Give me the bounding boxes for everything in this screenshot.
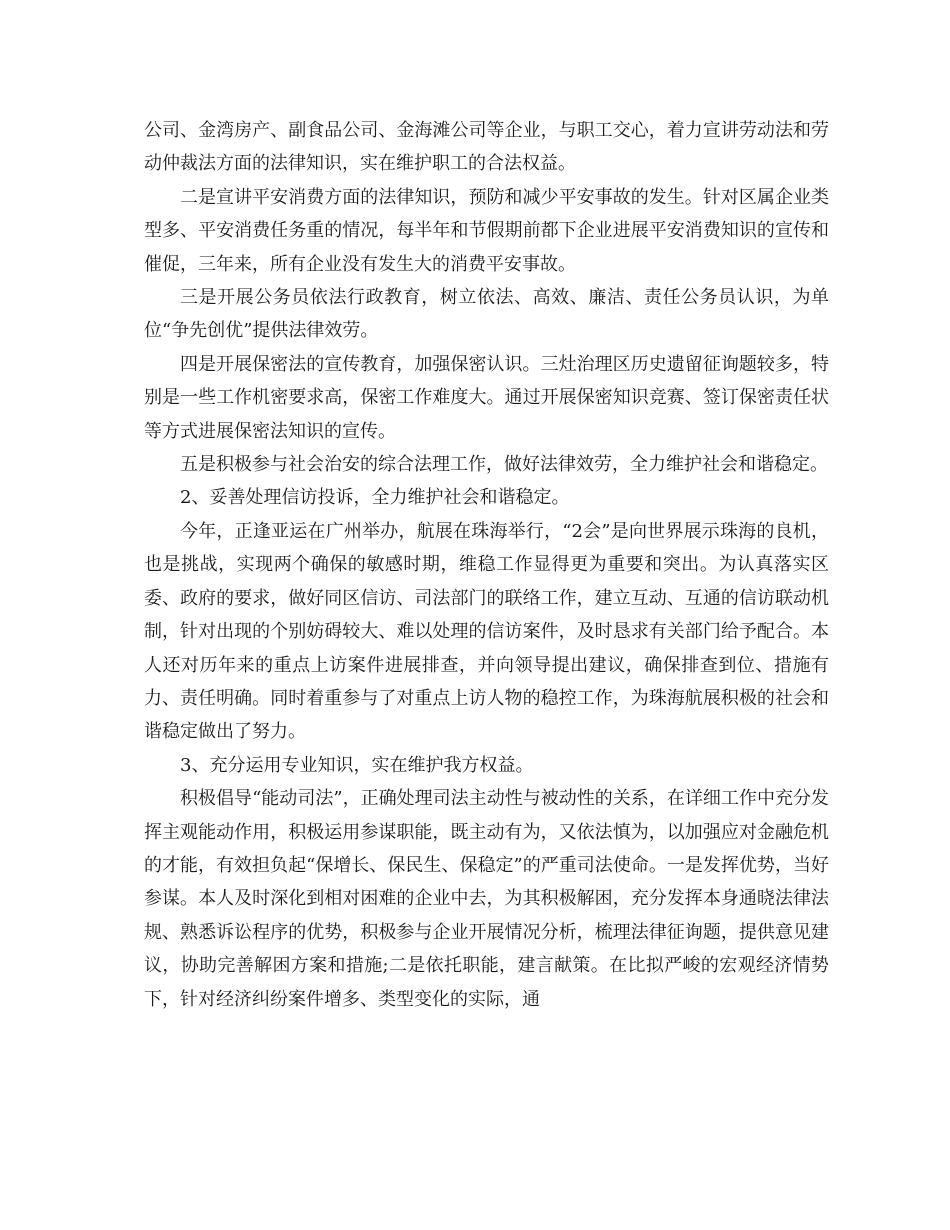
paragraph-5: 五是积极参与社会治安的综合法理工作，做好法律效劳，全力维护社会和谐稳定。 (180, 454, 828, 476)
paragraph-6: 今年，正逢亚运在广州举办，航展在珠海举行，“2会”是向世界展示珠海的良机，也是挑战，实现两个确保的敏感时期，维稳工作显得更为重要和突出。为认真落实区委、政府的要求，做好同区信访、司法部门的联络工作，建立互动、互通的信访联动机制，针对出现的个别妨碍较大、难以处理的信访案件，及时恳求有关部门给予配合。本人还对历年来的重点上访案件进展排查，并向领导提出建议，确保排查到位、措施有力、责任明确。同时着重参与了对重点上访人物的稳控工作，为珠海航展积极的社会和谐稳定做出了努力。 (144, 520, 829, 743)
paragraph-1: 公司、金湾房产、副食品公司、金海滩公司等企业，与职工交心，着力宣讲劳动法和劳动仲裁法方面的法律知识，实在维护职工的合法权益。 (144, 120, 829, 175)
document-body (144, 114, 829, 1016)
paragraph-4: 四是开展保密法的宣传教育，加强保密认识。三灶治理区历史遗留征询题较多，特别是一些工作机密要求高，保密工作难度大。通过开展保密知识竞赛、签订保密责任状等方式进展保密法知识的宣传。 (144, 353, 829, 442)
paragraph-2: 二是宣讲平安消费方面的法律知识，预防和减少平安事故的发生。针对区属企业类型多、平安消费任务重的情况，每半年和节假期前都下企业进展平安消费知识的宣传和催促，三年来，所有企业没有发生大的消费平安事故。 (144, 186, 829, 275)
paragraph-7: 积极倡导“能动司法”，正确处理司法主动性与被动性的关系，在详细工作中充分发挥主观能动作用，积极运用参谋职能，既主动有为，又依法慎为，以加强应对金融危机的才能，有效担负起“保增长、保民生、保稳定”的严重司法使命。一是发挥优势，当好参谋。本人及时深化到相对困难的企业中去，为其积极解困，充分发挥本身通晓法律法规、熟悉诉讼程序的优势，积极参与企业开展情况分析，梳理法律征询题，提供意见建议，协助完善解困方案和措施;二是依托职能，建言献策。在比拟严峻的宏观经济情势下，针对经济纠纷案件增多、类型变化的实际，通 (144, 788, 829, 1010)
section-heading-3: 3、充分运用专业知识，实在维护我方权益。 (180, 754, 534, 776)
paragraph-3: 三是开展公务员依法行政教育，树立依法、高效、廉洁、责任公务员认识，为单位“争先创优”提供法律效劳。 (144, 287, 829, 342)
section-heading-2: 2、妥善处理信访投诉，全力维护社会和谐稳定。 (180, 487, 570, 509)
